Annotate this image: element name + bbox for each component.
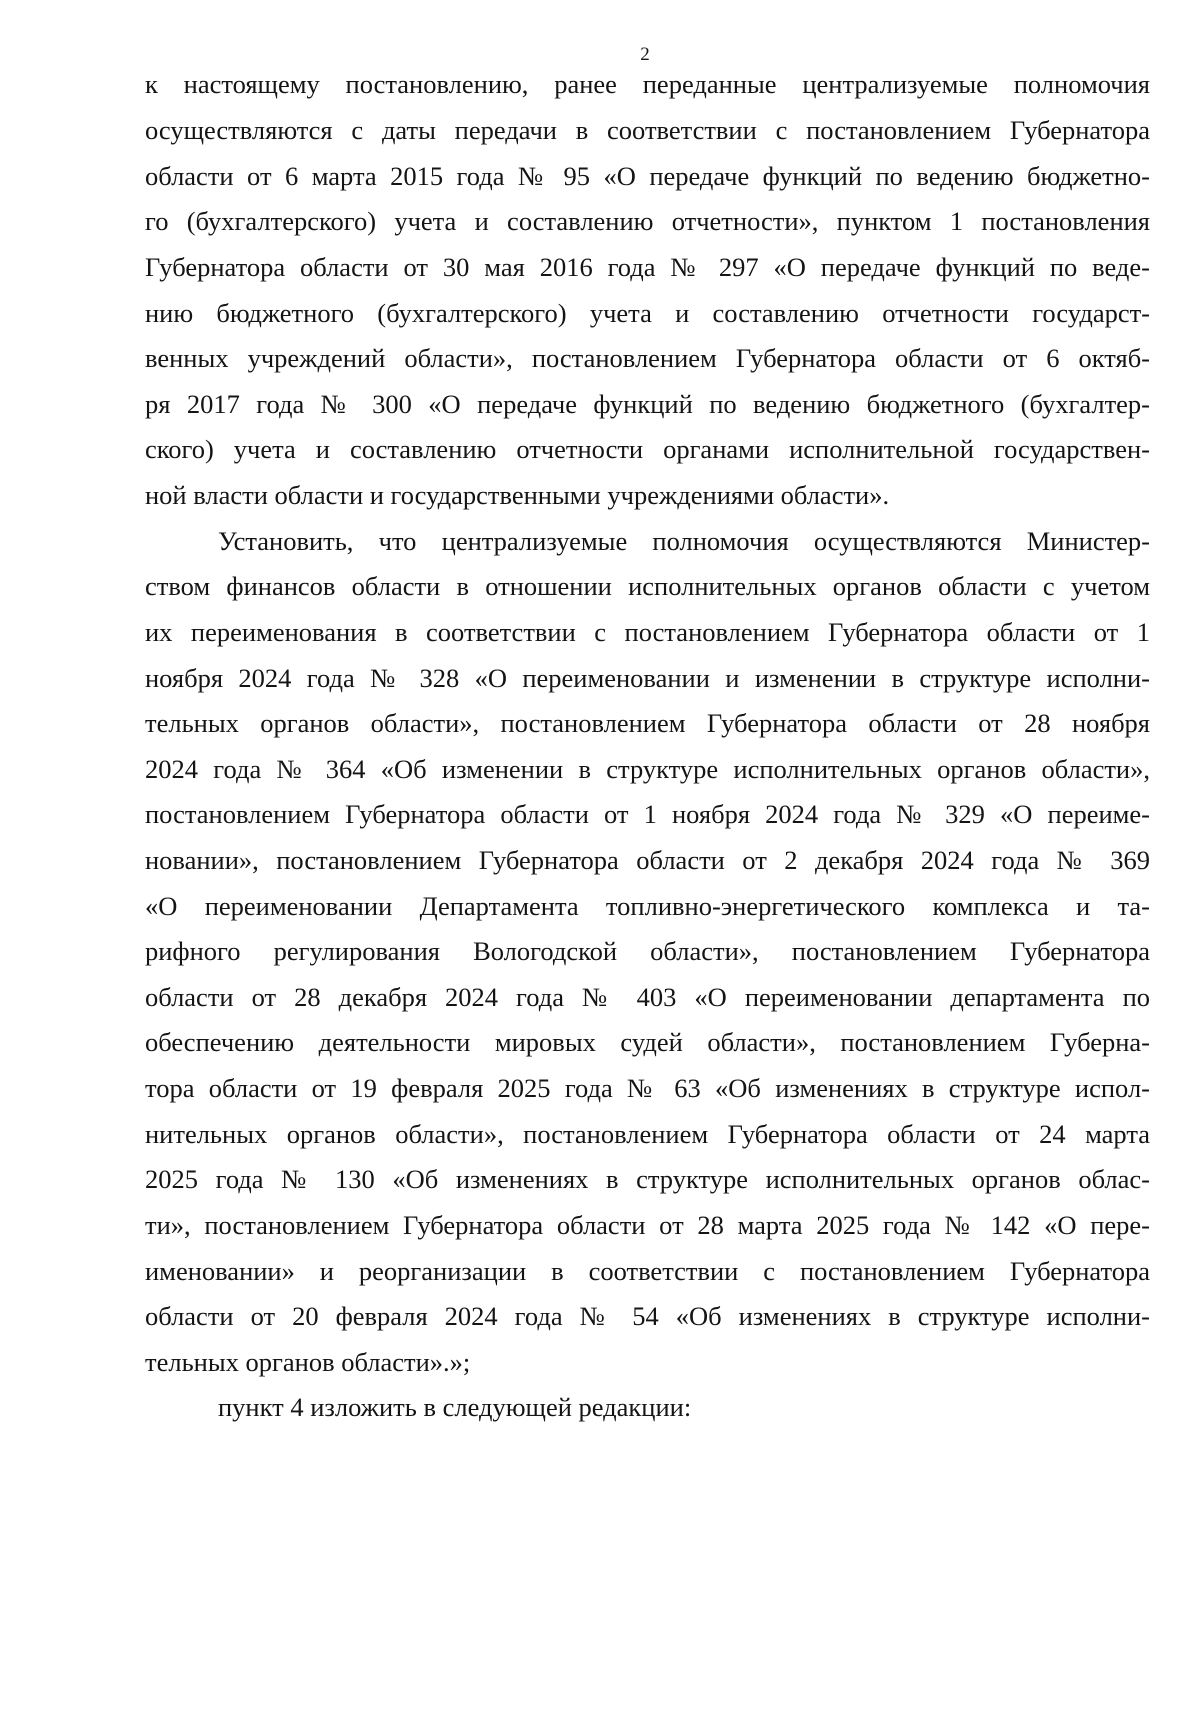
- text-line: ноября 2024 года № 328 «О переименовании и изменении в структуре исполни-: [145, 663, 1150, 693]
- text-line: новании», постановлением Губернатора области от 2 декабря 2024 года № 369: [145, 845, 1150, 875]
- text-line: пункт 4 изложить в следующей редакции:: [218, 1392, 692, 1422]
- text-line: области от 20 февраля 2024 года № 54 «Об изменениях в структуре исполни-: [145, 1301, 1150, 1331]
- text-line: го (бухгалтерского) учета и составлению отчетности», пунктом 1 постановления: [145, 206, 1150, 236]
- text-line: постановлением Губернатора области от 1 ноября 2024 года № 329 «О переиме-: [145, 799, 1150, 829]
- text-line: 2025 года № 130 «Об изменениях в структуре исполнительных органов облас-: [145, 1164, 1150, 1194]
- text-line: венных учреждений области», постановлением Губернатора области от 6 октяб-: [145, 343, 1150, 373]
- text-line: ти», постановлением Губернатора области от 28 марта 2025 года № 142 «О пере-: [145, 1210, 1150, 1240]
- text-line: ря 2017 года № 300 «О передаче функций по ведению бюджетного (бухгалтер-: [145, 389, 1150, 419]
- text-line: «О переименовании Департамента топливно-энергетического комплекса и та-: [145, 891, 1150, 921]
- text-line: тельных органов области», постановлением Губернатора области от 28 ноября: [145, 708, 1150, 738]
- text-line: Губернатора области от 30 мая 2016 года № 297 «О передаче функций по веде-: [145, 252, 1150, 282]
- text-line: именовании» и реорганизации в соответствии с постановлением Губернатора: [145, 1256, 1150, 1286]
- text-line: 2024 года № 364 «Об изменении в структуре исполнительных органов области»,: [145, 754, 1150, 784]
- text-line: нию бюджетного (бухгалтерского) учета и составлению отчетности государст-: [145, 298, 1150, 328]
- text-line: области от 6 марта 2015 года № 95 «О передаче функций по ведению бюджетно-: [145, 161, 1150, 191]
- text-line: нительных органов области», постановлением Губернатора области от 24 марта: [145, 1119, 1150, 1149]
- text-line: тора области от 19 февраля 2025 года № 63 «Об изменениях в структуре испол-: [145, 1073, 1150, 1103]
- text-line: тельных органов области».»;: [145, 1347, 471, 1377]
- text-line: ского) учета и составлению отчетности органами исполнительной государствен-: [145, 434, 1150, 464]
- text-line: области от 28 декабря 2024 года № 403 «О переименовании департамента по: [145, 982, 1150, 1012]
- text-line: ством финансов области в отношении исполнительных органов области с учетом: [145, 571, 1150, 601]
- page-number: 2: [640, 44, 650, 65]
- text-line: осуществляются с даты передачи в соответствии с постановлением Губернатора: [145, 115, 1150, 145]
- text-line: рифного регулирования Вологодской области», постановлением Губернатора: [145, 936, 1150, 966]
- text-line: ной власти области и государственными учреждениями области».: [145, 480, 890, 510]
- text-line: Установить, что централизуемые полномочия осуществляются Министер-: [218, 526, 1150, 556]
- text-line: обеспечению деятельности мировых судей области», постановлением Губерна-: [145, 1027, 1150, 1057]
- text-line: их переименования в соответствии с постановлением Губернатора области от 1: [145, 617, 1150, 647]
- text-line: к настоящему постановлению, ранее переданные централизуемые полномочия: [145, 69, 1150, 99]
